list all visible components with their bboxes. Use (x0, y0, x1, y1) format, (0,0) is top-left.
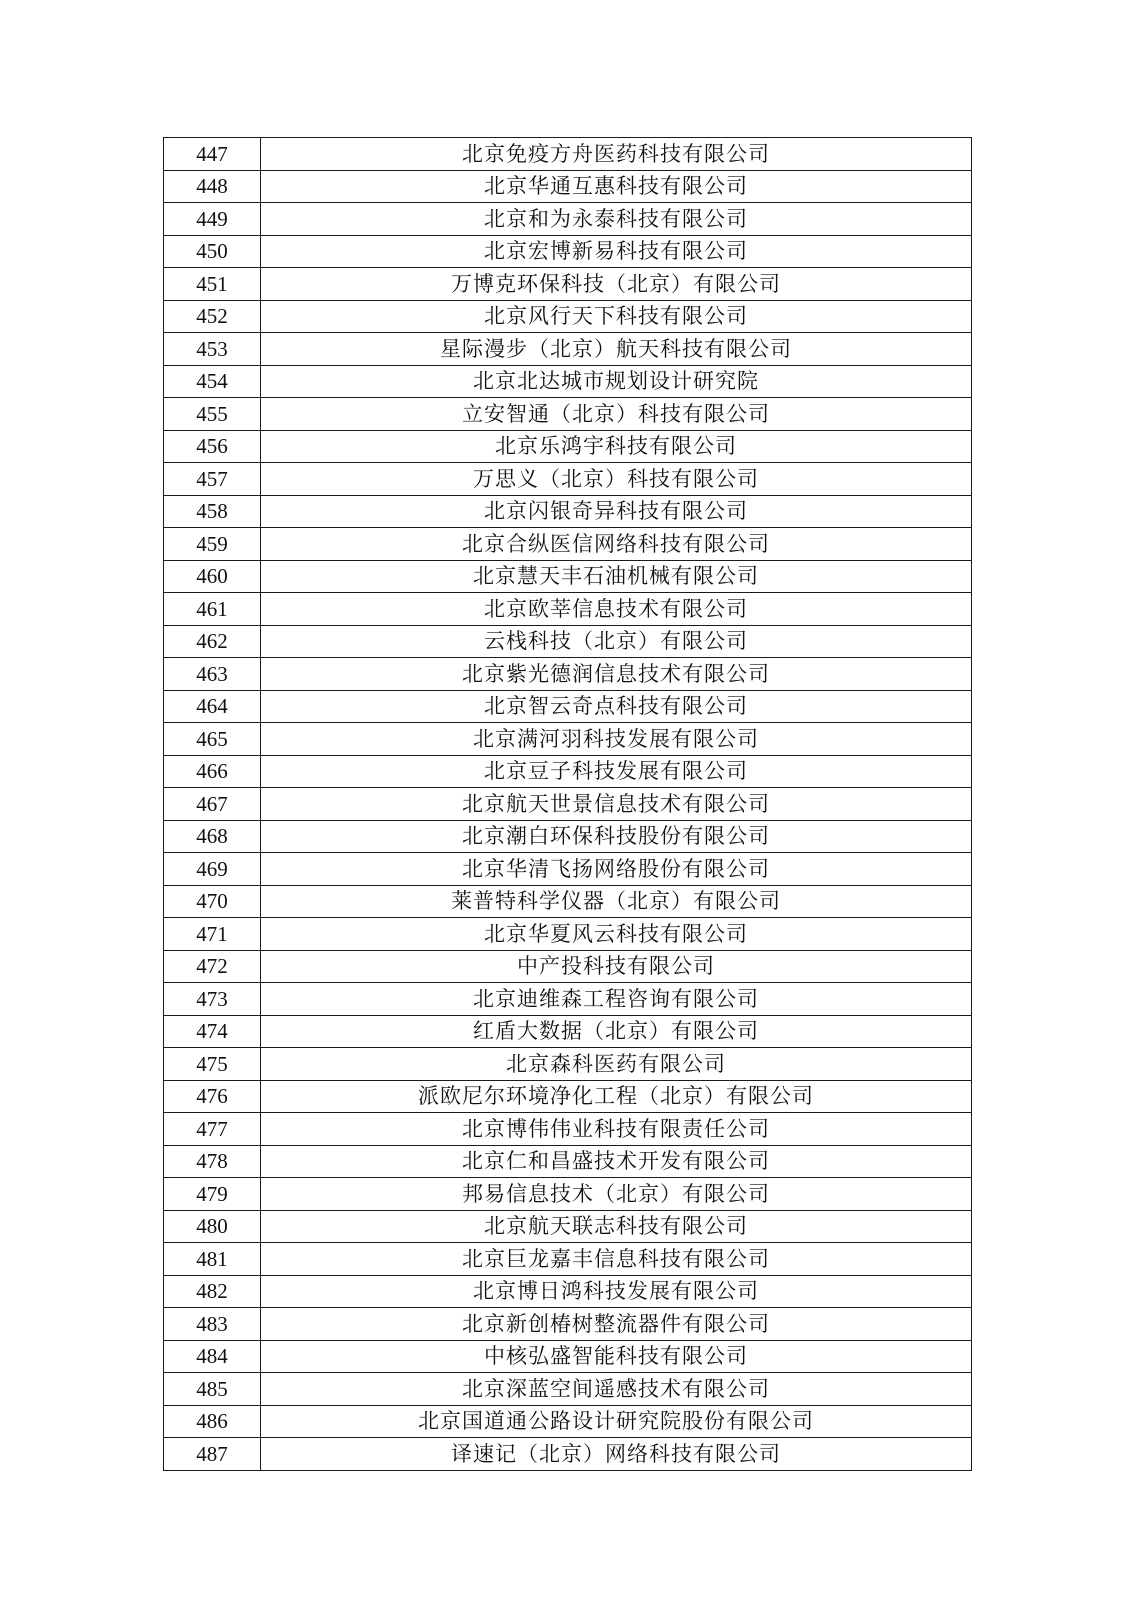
company-name: 北京仁和昌盛技术开发有限公司 (261, 1145, 972, 1178)
row-number: 471 (164, 918, 261, 951)
table-row (164, 1243, 972, 1276)
table-row (164, 1405, 972, 1438)
table-row (164, 593, 972, 626)
table-row (164, 658, 972, 691)
table-row (164, 1145, 972, 1178)
table-row (164, 1275, 972, 1308)
company-name: 北京乐鸿宇科技有限公司 (261, 430, 972, 463)
company-name: 北京巨龙嘉丰信息科技有限公司 (261, 1243, 972, 1276)
table-row (164, 885, 972, 918)
table-row (164, 333, 972, 366)
company-name: 北京博伟伟业科技有限责任公司 (261, 1113, 972, 1146)
row-number: 457 (164, 463, 261, 496)
company-name: 北京北达城市规划设计研究院 (261, 365, 972, 398)
table-row (164, 398, 972, 431)
company-name: 北京博日鸿科技发展有限公司 (261, 1275, 972, 1308)
table-row (164, 1178, 972, 1211)
row-number: 458 (164, 495, 261, 528)
row-number: 468 (164, 820, 261, 853)
company-name: 北京宏博新易科技有限公司 (261, 235, 972, 268)
company-list-table (163, 137, 972, 1471)
company-name: 万博克环保科技（北京）有限公司 (261, 268, 972, 301)
row-number: 452 (164, 300, 261, 333)
company-name: 中核弘盛智能科技有限公司 (261, 1340, 972, 1373)
table-row (164, 1308, 972, 1341)
table-row (164, 950, 972, 983)
row-number: 480 (164, 1210, 261, 1243)
row-number: 466 (164, 755, 261, 788)
company-name: 星际漫步（北京）航天科技有限公司 (261, 333, 972, 366)
company-name: 中产投科技有限公司 (261, 950, 972, 983)
row-number: 447 (164, 138, 261, 171)
table-row (164, 138, 972, 171)
row-number: 456 (164, 430, 261, 463)
table-row (164, 1113, 972, 1146)
row-number: 486 (164, 1405, 261, 1438)
table-row (164, 853, 972, 886)
company-name: 北京合纵医信网络科技有限公司 (261, 528, 972, 561)
row-number: 474 (164, 1015, 261, 1048)
company-name: 万思义（北京）科技有限公司 (261, 463, 972, 496)
row-number: 472 (164, 950, 261, 983)
company-name: 派欧尼尔环境净化工程（北京）有限公司 (261, 1080, 972, 1113)
table-row (164, 1373, 972, 1406)
company-name: 红盾大数据（北京）有限公司 (261, 1015, 972, 1048)
row-number: 465 (164, 723, 261, 756)
table-row (164, 365, 972, 398)
company-name: 云栈科技（北京）有限公司 (261, 625, 972, 658)
company-name: 北京闪银奇异科技有限公司 (261, 495, 972, 528)
company-name: 北京和为永泰科技有限公司 (261, 203, 972, 236)
row-number: 455 (164, 398, 261, 431)
row-number: 469 (164, 853, 261, 886)
row-number: 454 (164, 365, 261, 398)
row-number: 453 (164, 333, 261, 366)
row-number: 451 (164, 268, 261, 301)
table-row (164, 203, 972, 236)
row-number: 485 (164, 1373, 261, 1406)
company-name: 北京森科医药有限公司 (261, 1048, 972, 1081)
company-name: 北京慧天丰石油机械有限公司 (261, 560, 972, 593)
company-name: 邦易信息技术（北京）有限公司 (261, 1178, 972, 1211)
row-number: 482 (164, 1275, 261, 1308)
company-name: 北京满河羽科技发展有限公司 (261, 723, 972, 756)
row-number: 481 (164, 1243, 261, 1276)
table-row (164, 1080, 972, 1113)
table-row (164, 430, 972, 463)
company-name: 北京深蓝空间遥感技术有限公司 (261, 1373, 972, 1406)
company-name: 北京欧莘信息技术有限公司 (261, 593, 972, 626)
company-name: 北京国道通公路设计研究院股份有限公司 (261, 1405, 972, 1438)
table-row (164, 1340, 972, 1373)
table-row (164, 170, 972, 203)
table-row (164, 755, 972, 788)
table-row (164, 1438, 972, 1471)
company-name: 北京豆子科技发展有限公司 (261, 755, 972, 788)
table-row (164, 690, 972, 723)
company-name: 译速记（北京）网络科技有限公司 (261, 1438, 972, 1471)
row-number: 484 (164, 1340, 261, 1373)
table-row (164, 1015, 972, 1048)
row-number: 450 (164, 235, 261, 268)
row-number: 467 (164, 788, 261, 821)
row-number: 459 (164, 528, 261, 561)
table-row (164, 560, 972, 593)
row-number: 463 (164, 658, 261, 691)
row-number: 461 (164, 593, 261, 626)
table-row (164, 918, 972, 951)
company-name: 北京免疫方舟医药科技有限公司 (261, 138, 972, 171)
row-number: 470 (164, 885, 261, 918)
company-name: 北京智云奇点科技有限公司 (261, 690, 972, 723)
company-name: 北京华夏风云科技有限公司 (261, 918, 972, 951)
row-number: 473 (164, 983, 261, 1016)
company-name: 北京航天世景信息技术有限公司 (261, 788, 972, 821)
table-row (164, 723, 972, 756)
company-name: 北京华通互惠科技有限公司 (261, 170, 972, 203)
table-row (164, 788, 972, 821)
row-number: 464 (164, 690, 261, 723)
company-name: 北京风行天下科技有限公司 (261, 300, 972, 333)
company-name: 立安智通（北京）科技有限公司 (261, 398, 972, 431)
row-number: 462 (164, 625, 261, 658)
table-row (164, 235, 972, 268)
row-number: 487 (164, 1438, 261, 1471)
row-number: 448 (164, 170, 261, 203)
table-row (164, 625, 972, 658)
company-name: 北京新创椿树整流器件有限公司 (261, 1308, 972, 1341)
table-row (164, 528, 972, 561)
company-name: 北京华清飞扬网络股份有限公司 (261, 853, 972, 886)
company-name: 北京航天联志科技有限公司 (261, 1210, 972, 1243)
row-number: 476 (164, 1080, 261, 1113)
row-number: 479 (164, 1178, 261, 1211)
table-row (164, 1048, 972, 1081)
row-number: 477 (164, 1113, 261, 1146)
row-number: 478 (164, 1145, 261, 1178)
row-number: 483 (164, 1308, 261, 1341)
row-number: 449 (164, 203, 261, 236)
table-row (164, 495, 972, 528)
table-row (164, 1210, 972, 1243)
company-name: 北京潮白环保科技股份有限公司 (261, 820, 972, 853)
table-row (164, 820, 972, 853)
table-row (164, 268, 972, 301)
table-row (164, 463, 972, 496)
table-body (164, 138, 972, 1471)
table-row (164, 983, 972, 1016)
company-name: 莱普特科学仪器（北京）有限公司 (261, 885, 972, 918)
row-number: 460 (164, 560, 261, 593)
company-name: 北京紫光德润信息技术有限公司 (261, 658, 972, 691)
company-name: 北京迪维森工程咨询有限公司 (261, 983, 972, 1016)
row-number: 475 (164, 1048, 261, 1081)
table-row (164, 300, 972, 333)
